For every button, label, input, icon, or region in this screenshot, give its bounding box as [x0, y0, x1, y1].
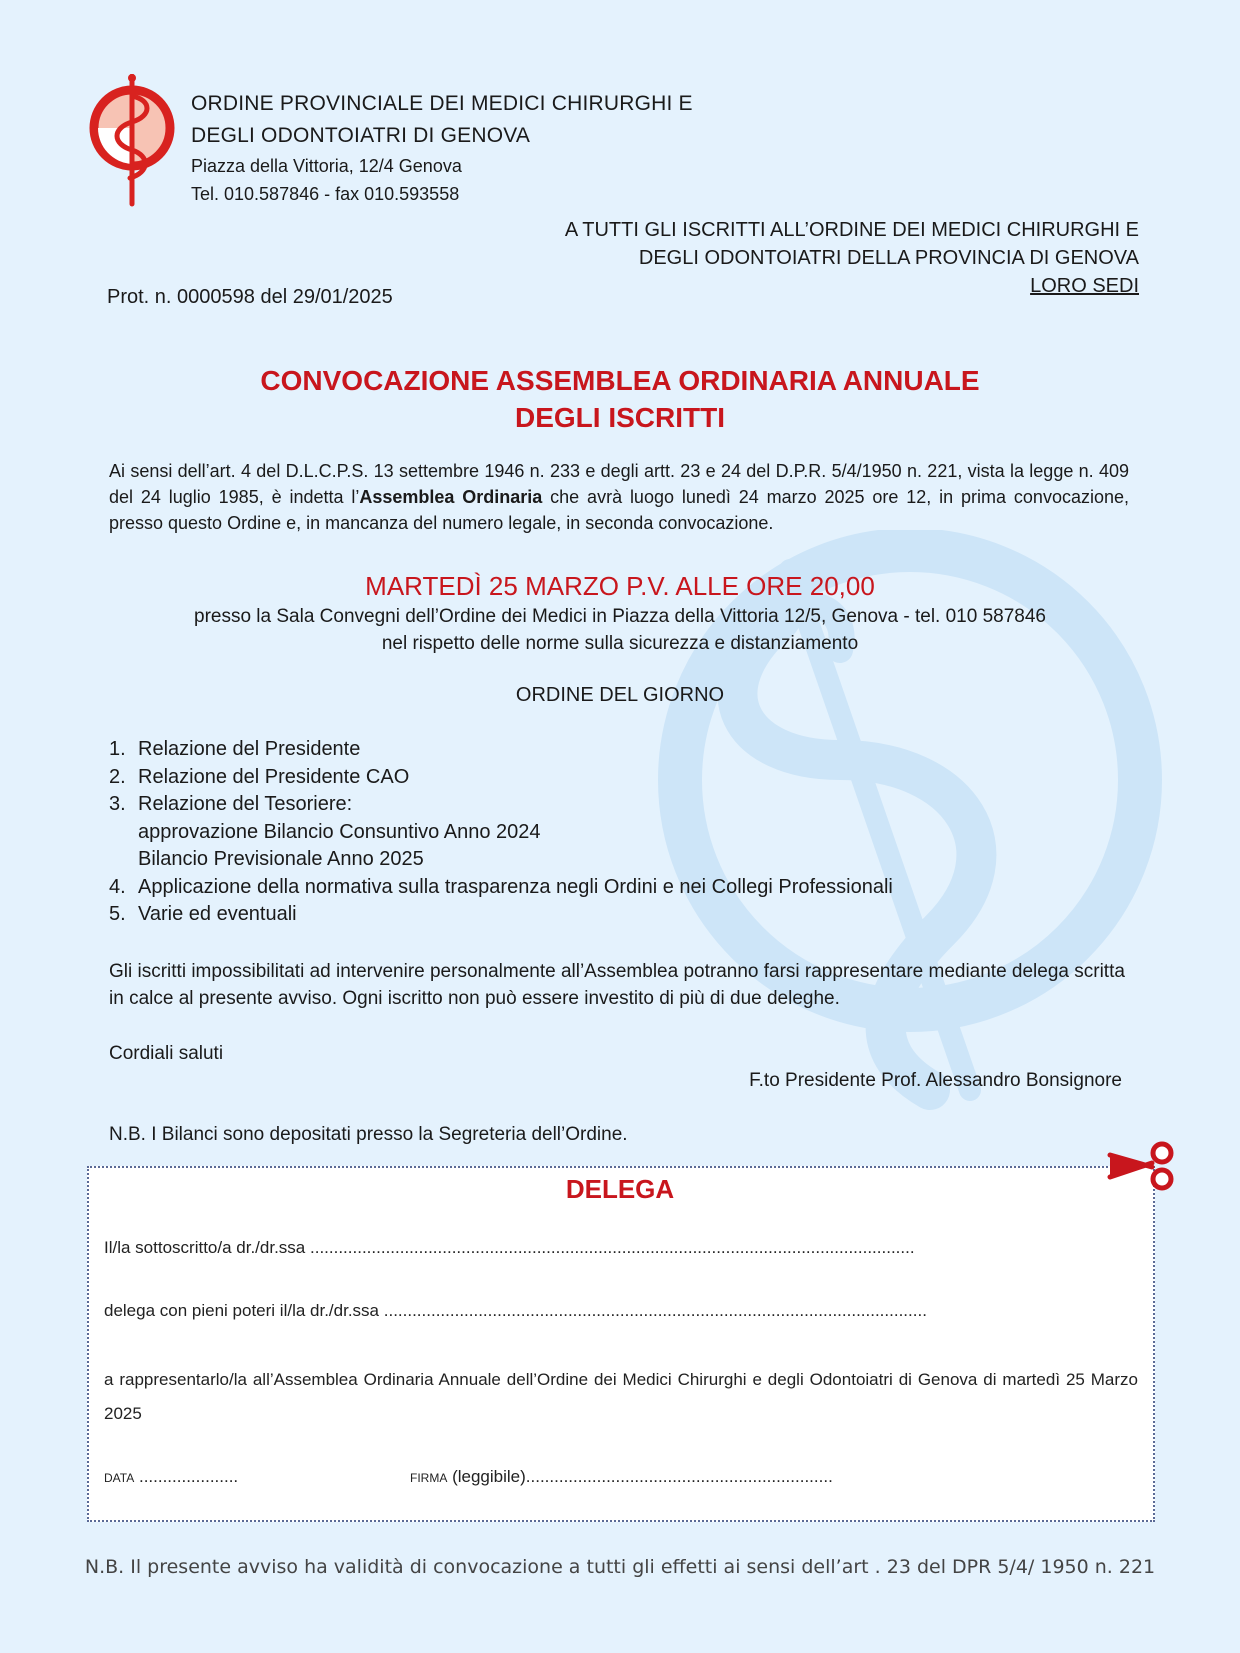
intro-text-bold: Assemblea Ordinaria — [359, 487, 543, 507]
agenda-subitem: Bilancio Previsionale Anno 2025 — [138, 848, 424, 870]
meeting-venue: presso la Sala Convegni dell’Ordine dei Medici in Piazza della Vittoria 12/5, Genova - tel. 010 587846 — [194, 606, 1046, 627]
agenda-item-number: 3. — [109, 793, 126, 815]
delegate-label: delega con pieni poteri il/la dr./dr.ssa — [104, 1301, 380, 1320]
agenda-item-number: 4. — [109, 875, 126, 898]
list-item — [109, 736, 893, 764]
title-line1: CONVOCAZIONE ASSEMBLEA ORDINARIA ANNUALE — [260, 365, 980, 396]
org-phone: Tel. 010.587846 - fax 010.593558 — [191, 184, 460, 204]
form-title: DELEGA — [565, 1174, 675, 1204]
agenda-subitem: approvazione Bilancio Consuntivo Anno 2024 — [138, 820, 541, 843]
agenda-item-text: Relazione del Presidente — [138, 738, 361, 760]
greeting: Cordiali saluti — [109, 1043, 224, 1064]
delegation-note: Gli iscritti impossibilitati ad intervenire personalmente all’Assemblea potranno farsi rappresentare mediante delega scritta in calce al presente avviso. Ogni iscritto non può essere investito di più di due deleghe. — [109, 961, 1125, 1009]
title-line2: DEGLI ISCRITTI — [515, 402, 725, 433]
organization-header — [191, 88, 693, 208]
delegator-name-line[interactable] — [104, 1238, 915, 1258]
agenda-item-number: 2. — [109, 765, 126, 788]
agenda-title: ORDINE DEL GIORNO — [515, 684, 725, 706]
signature-line[interactable] — [410, 1467, 833, 1487]
footer-note: N.B. Il presente avviso ha validità di convocazione a tutti gli effetti ai sensi dell’art . 23 del DPR 5/4/ 1950 n. 221 — [84, 1556, 1156, 1578]
balance-note: N.B. I Bilanci sono depositati presso la Segreteria dell’Ordine. — [109, 1124, 628, 1145]
date-line[interactable] — [104, 1467, 238, 1487]
agenda-item-number: 5. — [109, 903, 126, 925]
agenda-item-text: Relazione del Tesoriere: — [138, 793, 353, 815]
protocol-number: Prot. n. 0000598 del 29/01/2025 — [107, 286, 393, 308]
delegator-name-field[interactable]: ................................................................................................................................ — [310, 1238, 915, 1257]
recipients-line3: LORO SEDI — [1030, 275, 1139, 297]
agenda-item-number: 1. — [109, 738, 126, 760]
agenda-list — [109, 736, 893, 929]
meeting-safety: nel rispetto delle norme sulla sicurezza e distanziamento — [381, 633, 859, 654]
delegate-name-field[interactable]: ................................................................................................................... — [383, 1301, 927, 1320]
signature-legibility-note: (leggibile) — [452, 1467, 526, 1486]
list-item — [109, 874, 893, 902]
recipients-line1: A TUTTI GLI ISCRITTI ALL’ORDINE DEI MEDICI CHIRURGHI E — [564, 219, 1139, 241]
signature: F.to Presidente Prof. Alessandro Bonsignore — [749, 1070, 1122, 1091]
recipients-line2: DEGLI ODONTOIATRI DELLA PROVINCIA DI GENOVA — [638, 247, 1139, 269]
date-label: DATA — [104, 1471, 135, 1485]
org-name-line2: DEGLI ODONTOIATRI DI GENOVA — [191, 124, 531, 147]
intro-text-after: che avrà luogo lunedì 24 marzo 2025 ore 12, in prima convocazione, presso questo Ordine e, in mancanza del numero legale, in seconda convocazione. — [109, 487, 1129, 533]
meeting-venue-block — [0, 603, 1240, 657]
document-title — [0, 362, 1240, 436]
list-item — [109, 901, 893, 929]
signature-label: FIRMA — [410, 1471, 448, 1485]
intro-paragraph — [109, 458, 1129, 536]
signature-field[interactable]: ................................................................. — [525, 1467, 833, 1486]
date-field[interactable]: ..................... — [138, 1467, 239, 1486]
caduceus-logo-icon — [86, 74, 178, 210]
agenda-item-text: Applicazione della normativa sulla trasparenza negli Ordini e nei Collegi Professionali — [138, 875, 893, 898]
org-address: Piazza della Vittoria, 12/4 Genova — [191, 156, 462, 176]
list-item — [109, 791, 893, 819]
agenda-item-text: Relazione del Presidente CAO — [138, 765, 410, 788]
org-name-line1: ORDINE PROVINCIALE DEI MEDICI CHIRURGHI E — [191, 92, 693, 115]
intro-text-before: Ai sensi dell’art. 4 del D.L.C.P.S. 13 settembre 1946 n. 233 e degli artt. 23 e 24 del D.P.R. 5/4/1950 n. 221, vista la legge n. 409 del 24 luglio 1985, è indetta l’ — [109, 461, 1129, 507]
form-paragraph: a rappresentarlo/la all’Assemblea Ordinaria Annuale dell’Ordine dei Medici Chirurghi e degli Odontoiatri di Genova di martedì 25 Marzo 2025 — [104, 1370, 1138, 1423]
meeting-date: MARTEDÌ 25 MARZO P.V. ALLE ORE 20,00 — [365, 571, 875, 601]
delegate-name-line[interactable] — [104, 1301, 927, 1321]
delegator-label: Il/la sottoscritto/a dr./dr.ssa — [104, 1238, 306, 1257]
list-item — [109, 764, 893, 792]
recipients-block — [565, 216, 1139, 300]
agenda-item-text: Varie ed eventuali — [138, 903, 297, 925]
